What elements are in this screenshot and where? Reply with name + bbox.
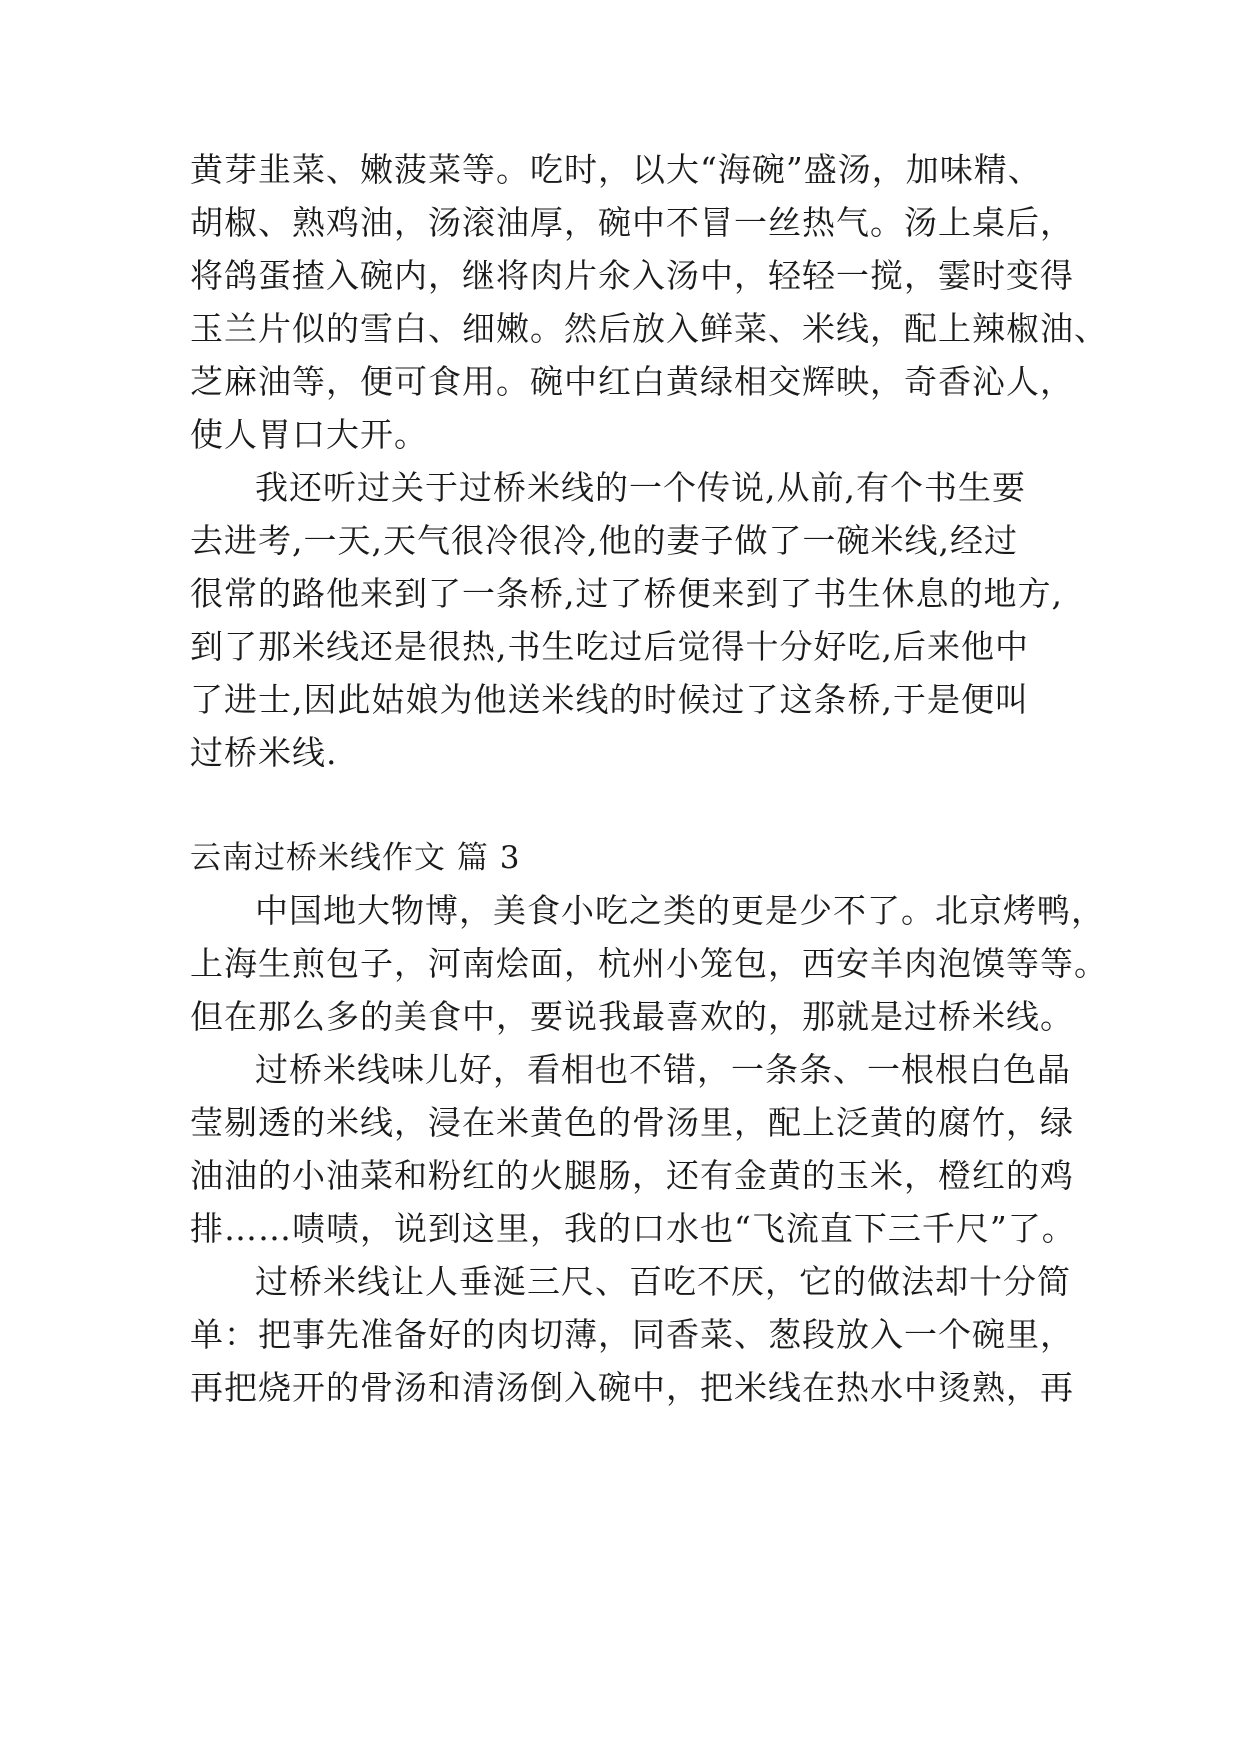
paragraph-line: 单：把事先准备好的肉切薄，同香菜、葱段放入一个碗里， bbox=[190, 1315, 1074, 1354]
paragraph-line: 过桥米线. bbox=[190, 733, 338, 772]
paragraph-line: 莹剔透的米线，浸在米黄色的骨汤里，配上泛黄的腐竹，绿 bbox=[190, 1103, 1074, 1142]
paragraph-line: 使人胃口大开。 bbox=[190, 415, 428, 454]
paragraph-line: 芝麻油等，便可食用。碗中红白黄绿相交辉映，奇香沁人， bbox=[190, 362, 1074, 401]
paragraph-line: 玉兰片似的雪白、细嫩。然后放入鲜菜、米线，配上辣椒油、 bbox=[190, 309, 1108, 348]
paragraph-line: 我还听过关于过桥米线的一个传说,从前,有个书生要 bbox=[255, 468, 1026, 507]
paragraph-line: 黄芽韭菜、嫩菠菜等。吃时，以大“海碗”盛汤，加味精、 bbox=[190, 150, 1042, 189]
section-heading: 云南过桥米线作文 篇 3 bbox=[190, 840, 521, 876]
paragraph-line: 再把烧开的骨汤和清汤倒入碗中，把米线在热水中烫熟，再 bbox=[190, 1368, 1074, 1407]
paragraph-line: 过桥米线让人垂涎三尺、百吃不厌，它的做法却十分简 bbox=[255, 1262, 1071, 1301]
paragraph-line: 过桥米线味儿好，看相也不错，一条条、一根根白色晶 bbox=[255, 1050, 1071, 1089]
paragraph-line: 将鸽蛋揸入碗内，继将肉片氽入汤中，轻轻一搅，霎时变得 bbox=[190, 256, 1074, 295]
paragraph-line: 油油的小油菜和粉红的火腿肠，还有金黄的玉米，橙红的鸡 bbox=[190, 1156, 1074, 1195]
paragraph-line: 中国地大物博，美食小吃之类的更是少不了。北京烤鸭， bbox=[255, 891, 1105, 930]
paragraph-line: 去进考,一天,天气很冷很冷,他的妻子做了一碗米线,经过 bbox=[190, 521, 1018, 560]
paragraph-line: 到了那米线还是很热,书生吃过后觉得十分好吃,后来他中 bbox=[190, 627, 1029, 666]
paragraph-line: 但在那么多的美食中，要说我最喜欢的，那就是过桥米线。 bbox=[190, 997, 1074, 1036]
paragraph-line: 了进士,因此姑娘为他送米线的时候过了这条桥,于是便叫 bbox=[190, 680, 1029, 719]
paragraph-line: 排……啧啧，说到这里，我的口水也“飞流直下三千尺”了。 bbox=[190, 1209, 1076, 1248]
paragraph-line: 很常的路他来到了一条桥,过了桥便来到了书生休息的地方, bbox=[190, 574, 1063, 613]
paragraph-line: 上海生煎包子，河南烩面，杭州小笼包，西安羊肉泡馍等等。 bbox=[190, 944, 1108, 983]
paragraph-line: 胡椒、熟鸡油，汤滚油厚，碗中不冒一丝热气。汤上桌后， bbox=[190, 203, 1074, 242]
